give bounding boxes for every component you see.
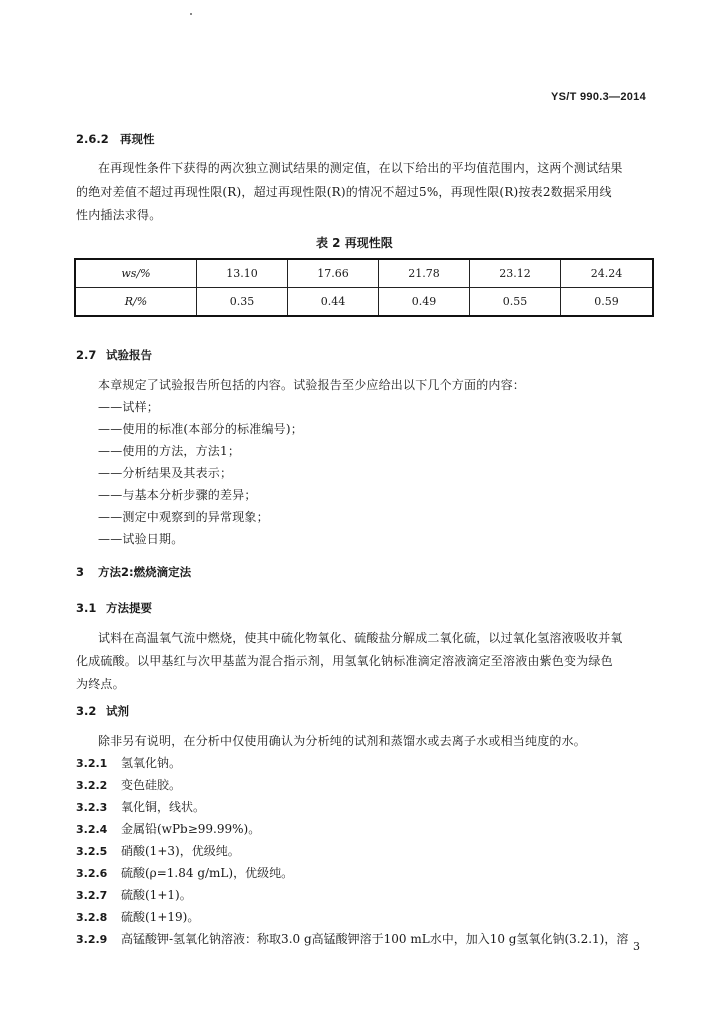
item-number: 3.2.9 xyxy=(76,933,108,946)
reagent-item xyxy=(76,754,181,771)
table-cell: 23.12 xyxy=(470,259,561,288)
item-text: 氢氧化钠。 xyxy=(121,756,182,770)
item-text: 硫酸(1+1)。 xyxy=(121,888,192,902)
reagent-item xyxy=(76,820,260,837)
table-caption: 表 2 再现性限 xyxy=(316,236,393,250)
section-title: 试剂 xyxy=(106,704,130,718)
list-item: ——测定中观察到的异常现象； xyxy=(98,510,269,524)
paragraph-line: 除非另有说明，在分析中仅使用确认为分析纯的试剂和蒸馏水或去离子水或相当纯度的水。 xyxy=(98,734,587,748)
list-item: ——试验日期。 xyxy=(98,532,184,546)
reagent-item xyxy=(76,930,628,947)
table-row xyxy=(75,288,653,317)
list-item: ——与基本分析步骤的差异； xyxy=(98,488,257,502)
table-cell: 0.49 xyxy=(379,288,470,317)
section-number: 2.7 xyxy=(76,348,97,362)
item-text: 变色硅胶。 xyxy=(121,778,182,792)
item-text: 高锰酸钾-氢氧化钠溶液：称取3.0 g高锰酸钾溶于100 mL水中，加入10 g氢氧化钠(3.2.1)，溶 xyxy=(121,932,629,946)
table-cell: 0.35 xyxy=(197,288,288,317)
paragraph-line: 化成硫酸。以甲基红与次甲基蓝为混合指示剂，用氢氧化钠标准滴定溶液滴定至溶液由紫色变为绿色 xyxy=(76,654,613,668)
section-3-1-heading xyxy=(76,600,152,616)
scan-speck xyxy=(190,13,192,15)
paragraph-line: 的绝对差值不超过再现性限(R)，超过再现性限(R)的情况不超过5%，再现性限(R)按表2数据采用线 xyxy=(76,185,612,199)
list-item: ——使用的方法，方法1； xyxy=(98,444,241,458)
item-number: 3.2.1 xyxy=(76,757,108,770)
section-number: 2.6.2 xyxy=(76,132,109,146)
item-number: 3.2.5 xyxy=(76,845,108,858)
section-title: 方法提要 xyxy=(106,601,153,615)
section-3-heading xyxy=(76,564,191,580)
section-number: 3.1 xyxy=(76,601,97,615)
table-row xyxy=(75,259,653,288)
section-3-2-heading xyxy=(76,703,129,719)
paragraph-line: 试料在高温氧气流中燃烧，使其中硫化物氧化、硫酸盐分解成二氧化硫，以过氧化氢溶液吸收并氧 xyxy=(98,631,623,645)
reagent-item xyxy=(76,886,192,903)
reproducibility-table xyxy=(74,258,654,317)
item-number: 3.2.6 xyxy=(76,867,108,880)
table-cell: 24.24 xyxy=(561,259,653,288)
paragraph-line: 本章规定了试验报告所包括的内容。试验报告至少应给出以下几个方面的内容： xyxy=(98,378,526,392)
paragraph-line: 在再现性条件下获得的两次独立测试结果的测定值，在以下给出的平均值范围内，这两个测试结果 xyxy=(98,161,623,175)
section-2-7-heading xyxy=(76,347,152,363)
item-number: 3.2.2 xyxy=(76,779,108,792)
item-text: 硝酸(1+3)，优级纯。 xyxy=(121,844,240,858)
item-number: 3.2.8 xyxy=(76,911,108,924)
document-id: YS/T 990.3—2014 xyxy=(550,91,646,103)
table-cell: 21.78 xyxy=(379,259,470,288)
item-text: 氧化铜，线状。 xyxy=(121,800,206,814)
item-text: 硫酸(ρ=1.84 g/mL)，优级纯。 xyxy=(121,866,294,880)
table-cell: 0.55 xyxy=(470,288,561,317)
section-title: 方法2:燃烧滴定法 xyxy=(98,565,192,579)
table-cell: 13.10 xyxy=(197,259,288,288)
table-cell: 17.66 xyxy=(288,259,379,288)
page-number: 3 xyxy=(633,940,640,953)
section-2-6-2-heading xyxy=(76,131,155,147)
list-item: ——分析结果及其表示； xyxy=(98,466,233,480)
reagent-item xyxy=(76,864,293,881)
reagent-item xyxy=(76,908,199,925)
row-header: ws/% xyxy=(75,259,197,288)
reagent-item xyxy=(76,842,240,859)
item-text: 金属铅(wPb≥99.99%)。 xyxy=(121,822,261,836)
paragraph-line: 为终点。 xyxy=(76,677,125,691)
item-text: 硫酸(1+19)。 xyxy=(121,910,200,924)
item-number: 3.2.3 xyxy=(76,801,108,814)
list-item: ——试样； xyxy=(98,400,160,414)
table-cell: 0.44 xyxy=(288,288,379,317)
section-number: 3.2 xyxy=(76,704,97,718)
section-title: 试验报告 xyxy=(106,348,153,362)
reagent-item xyxy=(76,798,205,815)
table-cell: 0.59 xyxy=(561,288,653,317)
list-item: ——使用的标准(本部分的标准编号)； xyxy=(98,422,303,436)
row-header: R/% xyxy=(75,288,197,317)
reagent-item xyxy=(76,776,181,793)
section-number: 3 xyxy=(76,565,85,579)
item-number: 3.2.7 xyxy=(76,889,108,902)
section-title: 再现性 xyxy=(120,132,155,146)
item-number: 3.2.4 xyxy=(76,823,108,836)
paragraph-line: 性内插法求得。 xyxy=(76,208,162,222)
